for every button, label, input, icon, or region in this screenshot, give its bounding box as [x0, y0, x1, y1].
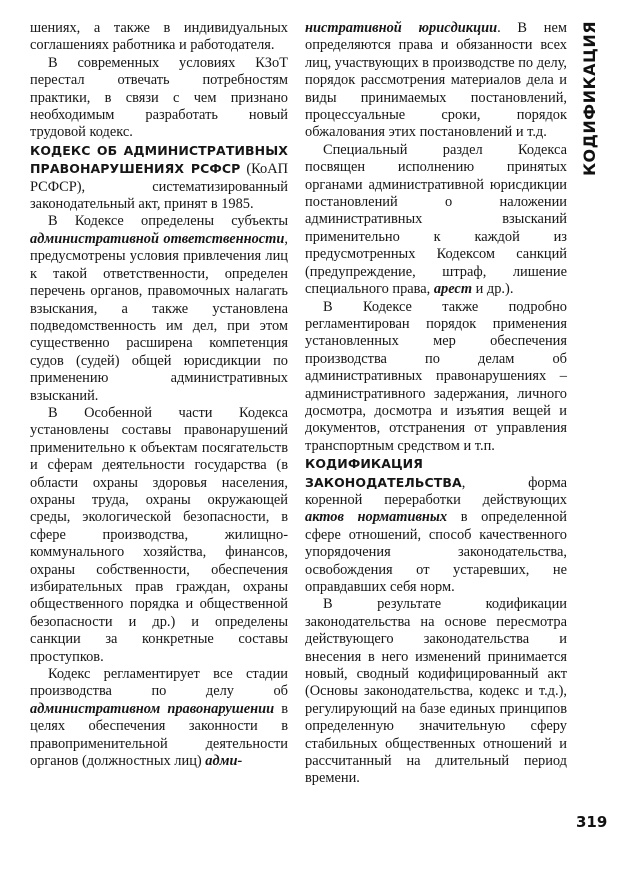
entry-kodeks-koap [30, 142, 288, 214]
cross-reference: нистративной юрисдикции [305, 20, 498, 36]
entry-definition: (КоАП РСФСР), систематизированный законодательный акт, принят в 1985. [30, 161, 288, 213]
paragraph: В Особенной части Кодекса установлены составы правонарушений применительно к объектам посягательств и сферам деятельности государства (в области охраны здоровья населения, охраны труда, охраны окружающей среды, экологической безопасности, в сфере производства, жилищно-коммунального хозяйства, финансов, охраны собственности, обеспечения избирательных прав граждан, охраны общественного порядка и общественной безопасности и др.) и определены санкции за конкретные составы проступков. [30, 404, 288, 665]
cross-reference: адми- [205, 753, 243, 770]
paragraph: шениях, а также в индивидуальных соглашениях работника и работодателя. [30, 20, 288, 54]
cross-reference: актов нормативных [305, 509, 448, 526]
cross-reference: административной ответственности [30, 230, 285, 247]
paragraph: В результате кодификации законодательства на основе пересмотра действующего законодательства и внесения в него изменений принимается новый, сводный кодифицированный акт (Основы законодательства, кодекс и т.д.), регулирующий на базе единых принципов определенную значительную сферу стабильных общественных отношений и рассчитанный на длительный период времени. [305, 596, 567, 787]
entry-kodifikatsiya [305, 455, 567, 596]
text: , предусмотрены условия привлечения лиц к такой ответственности, определен перечень органов, правомочных налагать взыскания, а также установлена подведомственность им дел, при этом существенно расширена компетенция судов (судей) общей юрисдикции по применению административных взысканий. [30, 230, 288, 404]
right-column [305, 20, 567, 788]
text: в определенной сфере отношений, способ качественного упорядочения законодательства, освобождения от устаревших, не оправдавших себя норм. [305, 509, 567, 595]
cross-reference: арест [433, 281, 473, 298]
entry-definition: , форма коренной переработки действующих [305, 474, 567, 508]
text: и др.). [472, 281, 514, 298]
paragraph [30, 213, 288, 404]
text: Специальный раздел Кодекса посвящен исполнению принятых органами административной юрисдикции постановлений о наложении административных взысканий применительно к каждой из предусмотренных Кодексом санкций (предупреждение, штраф, лишение специального права, [305, 141, 567, 298]
cross-reference: административном правонарушении [30, 700, 275, 717]
entry-term: КОДЕКС ОБ АДМИНИСТРАТИВНЫХ ПРАВОНАРУШЕНИЯХ РСФСР [30, 142, 288, 177]
paragraph: В Кодексе также подробно регламентирован порядок применения установленных мер обеспечения производства по делам об административных правонарушениях – административного задержания, личного досмотра, досмотра и изъятия вещей и документов, отстранения от управления транспортным средством и т.п. [305, 298, 567, 454]
entry-term: КОДИФИКАЦИЯ ЗАКОНОДАТЕЛЬСТВА [305, 456, 462, 490]
running-head [576, 20, 604, 176]
paragraph: В современных условиях КЗоТ перестал отвечать потребностям практики, в связи с чем признано необходимым разработать новый трудовой кодекс. [30, 54, 288, 141]
paragraph [305, 20, 567, 142]
page-number: 319 [576, 813, 608, 831]
paragraph [30, 666, 288, 770]
left-column [30, 20, 288, 770]
text: . В нем определяются права и обязанности всех лиц, участвующих в производстве по делу, порядок рассмотрения материалов дела и виды принимаемых постановлений, процессуальные сроки, порядок обжалования этих постановлений и т.д. [305, 20, 567, 141]
text: в целях обеспечения законности в правоприменительной деятельности органов (должностных лиц) [30, 700, 288, 770]
paragraph [305, 142, 567, 299]
text: Кодекс регламентирует все стадии производства по делу об [30, 666, 288, 700]
text: В Кодексе определены субъекты [48, 213, 288, 230]
running-head-label: КОДИФИКАЦИЯ [580, 20, 600, 176]
